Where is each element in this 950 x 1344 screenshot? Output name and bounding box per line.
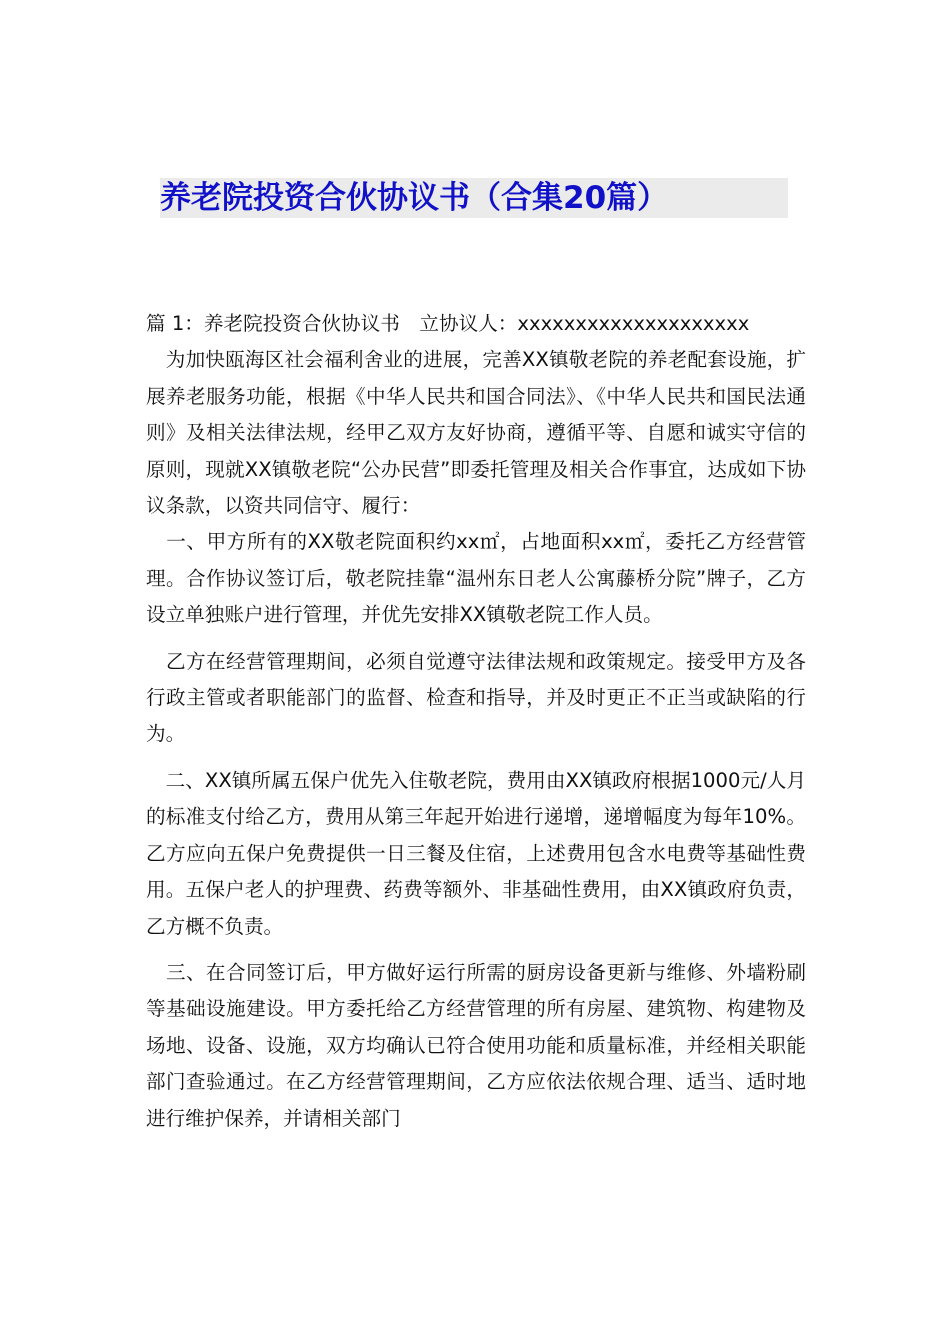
paragraph: 乙方在经营管理期间，必须自觉遵守法律法规和政策规定。接受甲方及各行政主管或者职能部门的监督、检查和指导，并及时更正不正当或缺陷的行为。 <box>146 649 806 746</box>
paragraph-heading: 篇 1：养老院投资合伙协议书 立协议人：xxxxxxxxxxxxxxxxxxxx <box>146 312 750 335</box>
paragraph: 为加快瓯海区社会福利舍业的进展，完善XX镇敬老院的养老配套设施，扩展养老服务功能，根据《中华人民共和国合同法》、《中华人民共和国民法通则》及相关法律法规，经甲乙双方友好协商，遵循平等、自愿和诚实守信的原则，现就XX镇敬老院“公办民营”即委托管理及相关合作事宜，达成如下协议条款，以资共同信守、履行： <box>146 348 806 518</box>
document-body <box>146 306 806 1137</box>
paragraph: 二、XX镇所属五保户优先入住敬老院，费用由XX镇政府根据1000元/人月的标准支付给乙方，费用从第三年起开始进行递增，递增幅度为每年10%。乙方应向五保户免费提供一日三餐及住宿，上述费用包含水电费等基础性费用。五保户老人的护理费、药费等额外、非基础性费用，由XX镇政府负责，乙方概不负责。 <box>146 768 806 938</box>
paragraph: 一、甲方所有的XX敬老院面积约xx㎡，占地面积xx㎡，委托乙方经营管理。合作协议签订后，敬老院挂靠“温州东日老人公寓藤桥分院”牌子，乙方设立单独账户进行管理，并优先安排XX镇敬老院工作人员。 <box>146 530 806 627</box>
title-highlight <box>160 178 788 218</box>
paragraph: 三、在合同签订后，甲方做好运行所需的厨房设备更新与维修、外墙粉刷等基础设施建设。甲方委托给乙方经营管理的所有房屋、建筑物、构建物及场地、设备、设施，双方均确认已符合使用功能和质量标准，并经相关职能部门查验通过。在乙方经营管理期间，乙方应依法依规合理、适当、适时地进行维护保养，并请相关部门 <box>146 960 806 1130</box>
document-title: 养老院投资合伙协议书（合集20篇） <box>160 180 669 216</box>
